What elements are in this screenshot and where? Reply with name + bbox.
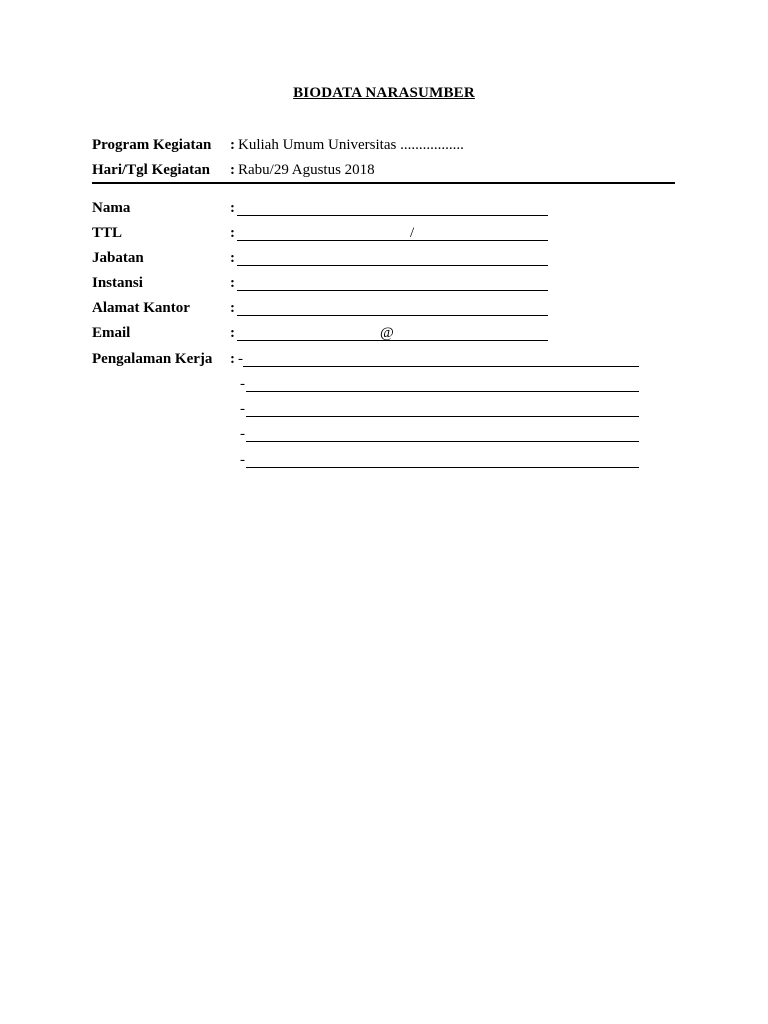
program-kegiatan-label: Program Kegiatan (92, 137, 212, 153)
alamat-kantor-input-line[interactable] (237, 315, 548, 316)
hari-tgl-kegiatan-label: Hari/Tgl Kegiatan (92, 162, 210, 178)
experience-input-line-1[interactable] (243, 366, 639, 367)
nama-label: Nama (92, 200, 131, 216)
colon: : (230, 137, 235, 153)
colon: : (230, 300, 235, 316)
experience-bullet: - (240, 452, 245, 468)
email-at-sign: @ (380, 325, 394, 341)
experience-bullet: - (240, 401, 245, 417)
instansi-label: Instansi (92, 275, 143, 291)
document-title: BIODATA NARASUMBER (293, 85, 475, 101)
jabatan-input-line[interactable] (237, 265, 548, 266)
email-input-line[interactable] (237, 340, 548, 341)
email-label: Email (92, 325, 131, 341)
hari-tgl-kegiatan-value: Rabu/29 Agustus 2018 (238, 162, 375, 178)
colon: : (230, 225, 235, 241)
ttl-input-line[interactable] (237, 240, 548, 241)
experience-input-line-3[interactable] (246, 416, 639, 417)
experience-input-line-5[interactable] (246, 467, 639, 468)
alamat-kantor-label: Alamat Kantor (92, 300, 190, 316)
experience-input-line-2[interactable] (246, 391, 639, 392)
nama-input-line[interactable] (237, 215, 548, 216)
program-kegiatan-value: Kuliah Umum Universitas ................. (238, 137, 464, 153)
jabatan-label: Jabatan (92, 250, 144, 266)
colon: : (230, 275, 235, 291)
instansi-input-line[interactable] (237, 290, 548, 291)
colon: : (230, 351, 235, 367)
colon: : (230, 325, 235, 341)
ttl-label: TTL (92, 225, 123, 241)
colon: : (230, 200, 235, 216)
experience-input-line-4[interactable] (246, 441, 639, 442)
experience-bullet: - (240, 376, 245, 392)
header-divider (92, 182, 675, 184)
pengalaman-kerja-label: Pengalaman Kerja (92, 351, 213, 367)
experience-bullet: - (240, 426, 245, 442)
ttl-separator: / (410, 225, 415, 241)
colon: : (230, 162, 235, 178)
experience-bullet: - (238, 351, 243, 367)
colon: : (230, 250, 235, 266)
